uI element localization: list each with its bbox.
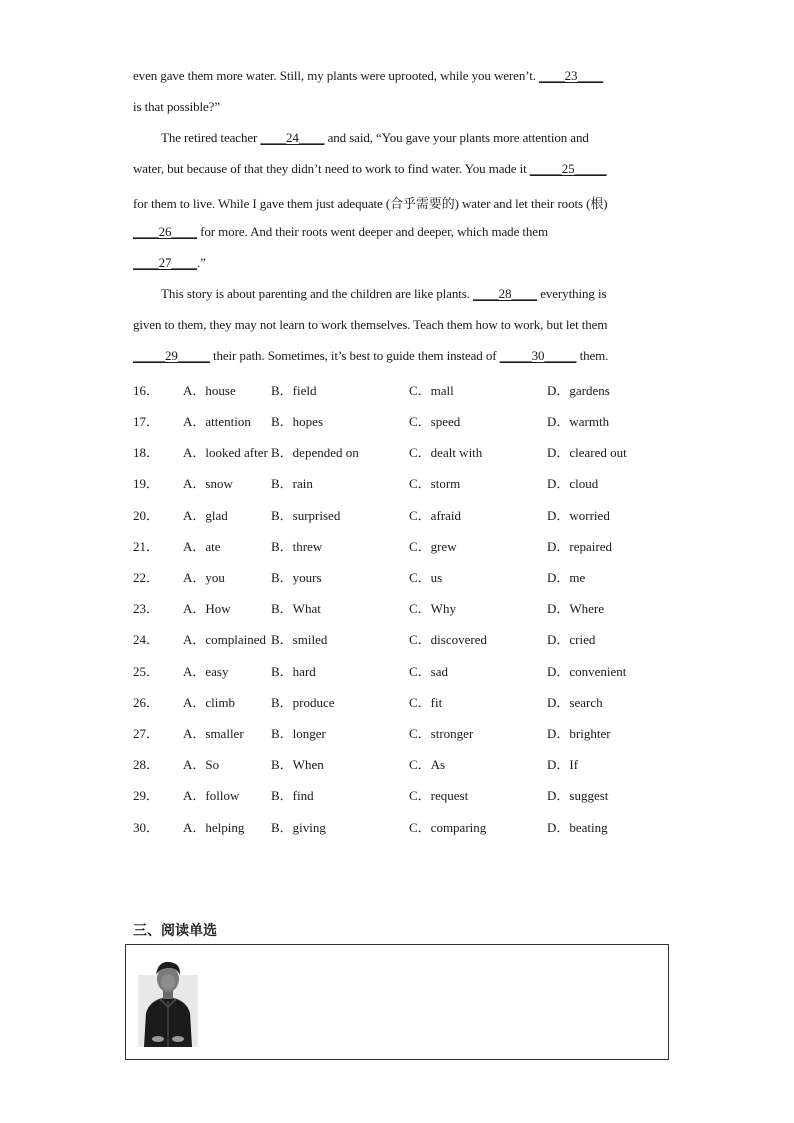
option-b[interactable]: B．What [271,601,321,616]
option-c[interactable]: C．mall [409,383,454,398]
option-c[interactable]: C．As [409,757,446,772]
question-number: 28． [133,757,160,772]
option-a[interactable]: A．complained [183,632,267,647]
option-a[interactable]: A．helping [183,820,245,835]
option-d[interactable]: D．If [547,757,579,772]
question-row-19 [133,473,693,491]
option-a[interactable]: A．glad [183,508,228,523]
option-c[interactable]: C．storm [409,476,461,491]
option-a[interactable]: A．follow [183,788,240,803]
option-b[interactable]: B．hopes [271,414,324,429]
passage-line-9: given to them, they may not learn to work themselves. Teach them how to work, but let them [133,317,608,332]
option-b[interactable]: B．field [271,383,317,398]
option-b[interactable]: B．yours [271,570,322,585]
option-d[interactable]: D．warmth [547,414,610,429]
option-c[interactable]: C．afraid [409,508,461,523]
option-d[interactable]: D．repaired [547,539,612,554]
option-c[interactable]: C．Why [409,601,456,616]
option-b[interactable]: B．giving [271,820,326,835]
option-d[interactable]: D．cleared out [547,445,627,460]
passage-line-10: _____29_____ their path. Sometimes, it’s best to guide them instead of _____30_____ them. [133,348,609,363]
option-d[interactable]: D．worried [547,508,610,523]
option-b[interactable]: B．rain [271,476,313,491]
section-title: 三、阅读单选 [133,923,217,939]
blank-29: _____29_____ [133,348,210,363]
question-number: 29． [133,788,160,803]
blank-23: ____23____ [539,68,604,83]
option-d[interactable]: D．brighter [547,726,611,741]
option-b[interactable]: B．longer [271,726,326,741]
option-b[interactable]: B．smiled [271,632,328,647]
option-c[interactable]: C．grew [409,539,457,554]
blank-26: ____26____ [133,224,198,239]
question-row-28 [133,754,693,772]
option-b[interactable]: B．When [271,757,324,772]
question-row-27 [133,723,693,741]
option-b[interactable]: B．depended on [271,445,359,460]
blank-27: ____27____ [133,255,198,270]
question-number: 19． [133,476,160,491]
passage-line-3: The retired teacher ____24____ and said, “You gave your plants more attention and [161,130,589,145]
option-c[interactable]: C．speed [409,414,461,429]
question-number: 27． [133,726,160,741]
question-number: 23． [133,601,160,616]
question-row-22 [133,567,693,585]
question-row-17 [133,411,693,429]
passage-line-5: for them to live. While I gave them just adequate (合乎需要的) water and let their roots (根) [133,196,608,211]
question-number: 17． [133,414,160,429]
option-d[interactable]: D．cloud [547,476,599,491]
question-row-25 [133,661,693,679]
option-b[interactable]: B．threw [271,539,323,554]
blank-30: _____30_____ [499,348,577,363]
question-number: 21． [133,539,160,554]
option-a[interactable]: A．house [183,383,236,398]
passage-line-7: ____27____.” [133,255,206,270]
option-c[interactable]: C．comparing [409,820,487,835]
option-a[interactable]: A．So [183,757,220,772]
question-number: 26． [133,695,160,710]
question-row-26 [133,692,693,710]
option-a[interactable]: A．snow [183,476,233,491]
option-d[interactable]: D．convenient [547,664,627,679]
question-number: 20． [133,508,160,523]
option-c[interactable]: C．request [409,788,469,803]
passage-line-1: even gave them more water. Still, my plants were uprooted, while you weren’t. ____23____ [133,68,604,83]
passage-line-8: This story is about parenting and the children are like plants. ____28____ everything is [161,286,607,301]
question-row-16 [133,380,693,398]
question-row-30 [133,817,693,835]
option-b[interactable]: B．find [271,788,314,803]
option-a[interactable]: A．attention [183,414,251,429]
option-d[interactable]: D．cried [547,632,596,647]
question-number: 18． [133,445,160,460]
blank-28: ____28____ [473,286,538,301]
option-a[interactable]: A．How [183,601,231,616]
question-number: 24． [133,632,160,647]
image-box [125,944,669,1060]
question-row-29 [133,785,693,803]
question-row-20 [133,505,693,523]
question-number: 30． [133,820,160,835]
passage-line-6: ____26____ for more. And their roots went deeper and deeper, which made them [133,224,548,239]
blank-24: ____24____ [260,130,325,145]
option-d[interactable]: D．me [547,570,586,585]
option-b[interactable]: B．produce [271,695,335,710]
option-c[interactable]: C．stronger [409,726,474,741]
option-c[interactable]: C．discovered [409,632,487,647]
option-d[interactable]: D．beating [547,820,608,835]
option-a[interactable]: A．ate [183,539,221,554]
question-number: 22． [133,570,160,585]
question-row-24 [133,629,693,647]
option-d[interactable]: D．suggest [547,788,609,803]
option-a[interactable]: A．looked after [183,445,268,460]
option-d[interactable]: D．Where [547,601,605,616]
option-d[interactable]: D．search [547,695,603,710]
option-d[interactable]: D．gardens [547,383,610,398]
option-c[interactable]: C．us [409,570,443,585]
question-number: 25． [133,664,160,679]
blank-25: _____25_____ [529,161,607,176]
option-b[interactable]: B．hard [271,664,316,679]
passage-line-4: water, but because of that they didn’t need to work to find water. You made it _____25_____ [133,161,607,176]
option-c[interactable]: C．fit [409,695,443,710]
question-number: 16． [133,383,160,398]
option-c[interactable]: C．sad [409,664,449,679]
option-c[interactable]: C．dealt with [409,445,483,460]
question-row-21 [133,536,693,554]
option-a[interactable]: A．smaller [183,726,244,741]
option-b[interactable]: B．surprised [271,508,341,523]
person-photo [136,955,200,1047]
option-a[interactable]: A．you [183,570,225,585]
passage-line-2: is that possible?” [133,99,221,114]
question-row-23 [133,598,693,616]
option-a[interactable]: A．easy [183,664,229,679]
option-a[interactable]: A．climb [183,695,235,710]
question-row-18 [133,442,693,460]
